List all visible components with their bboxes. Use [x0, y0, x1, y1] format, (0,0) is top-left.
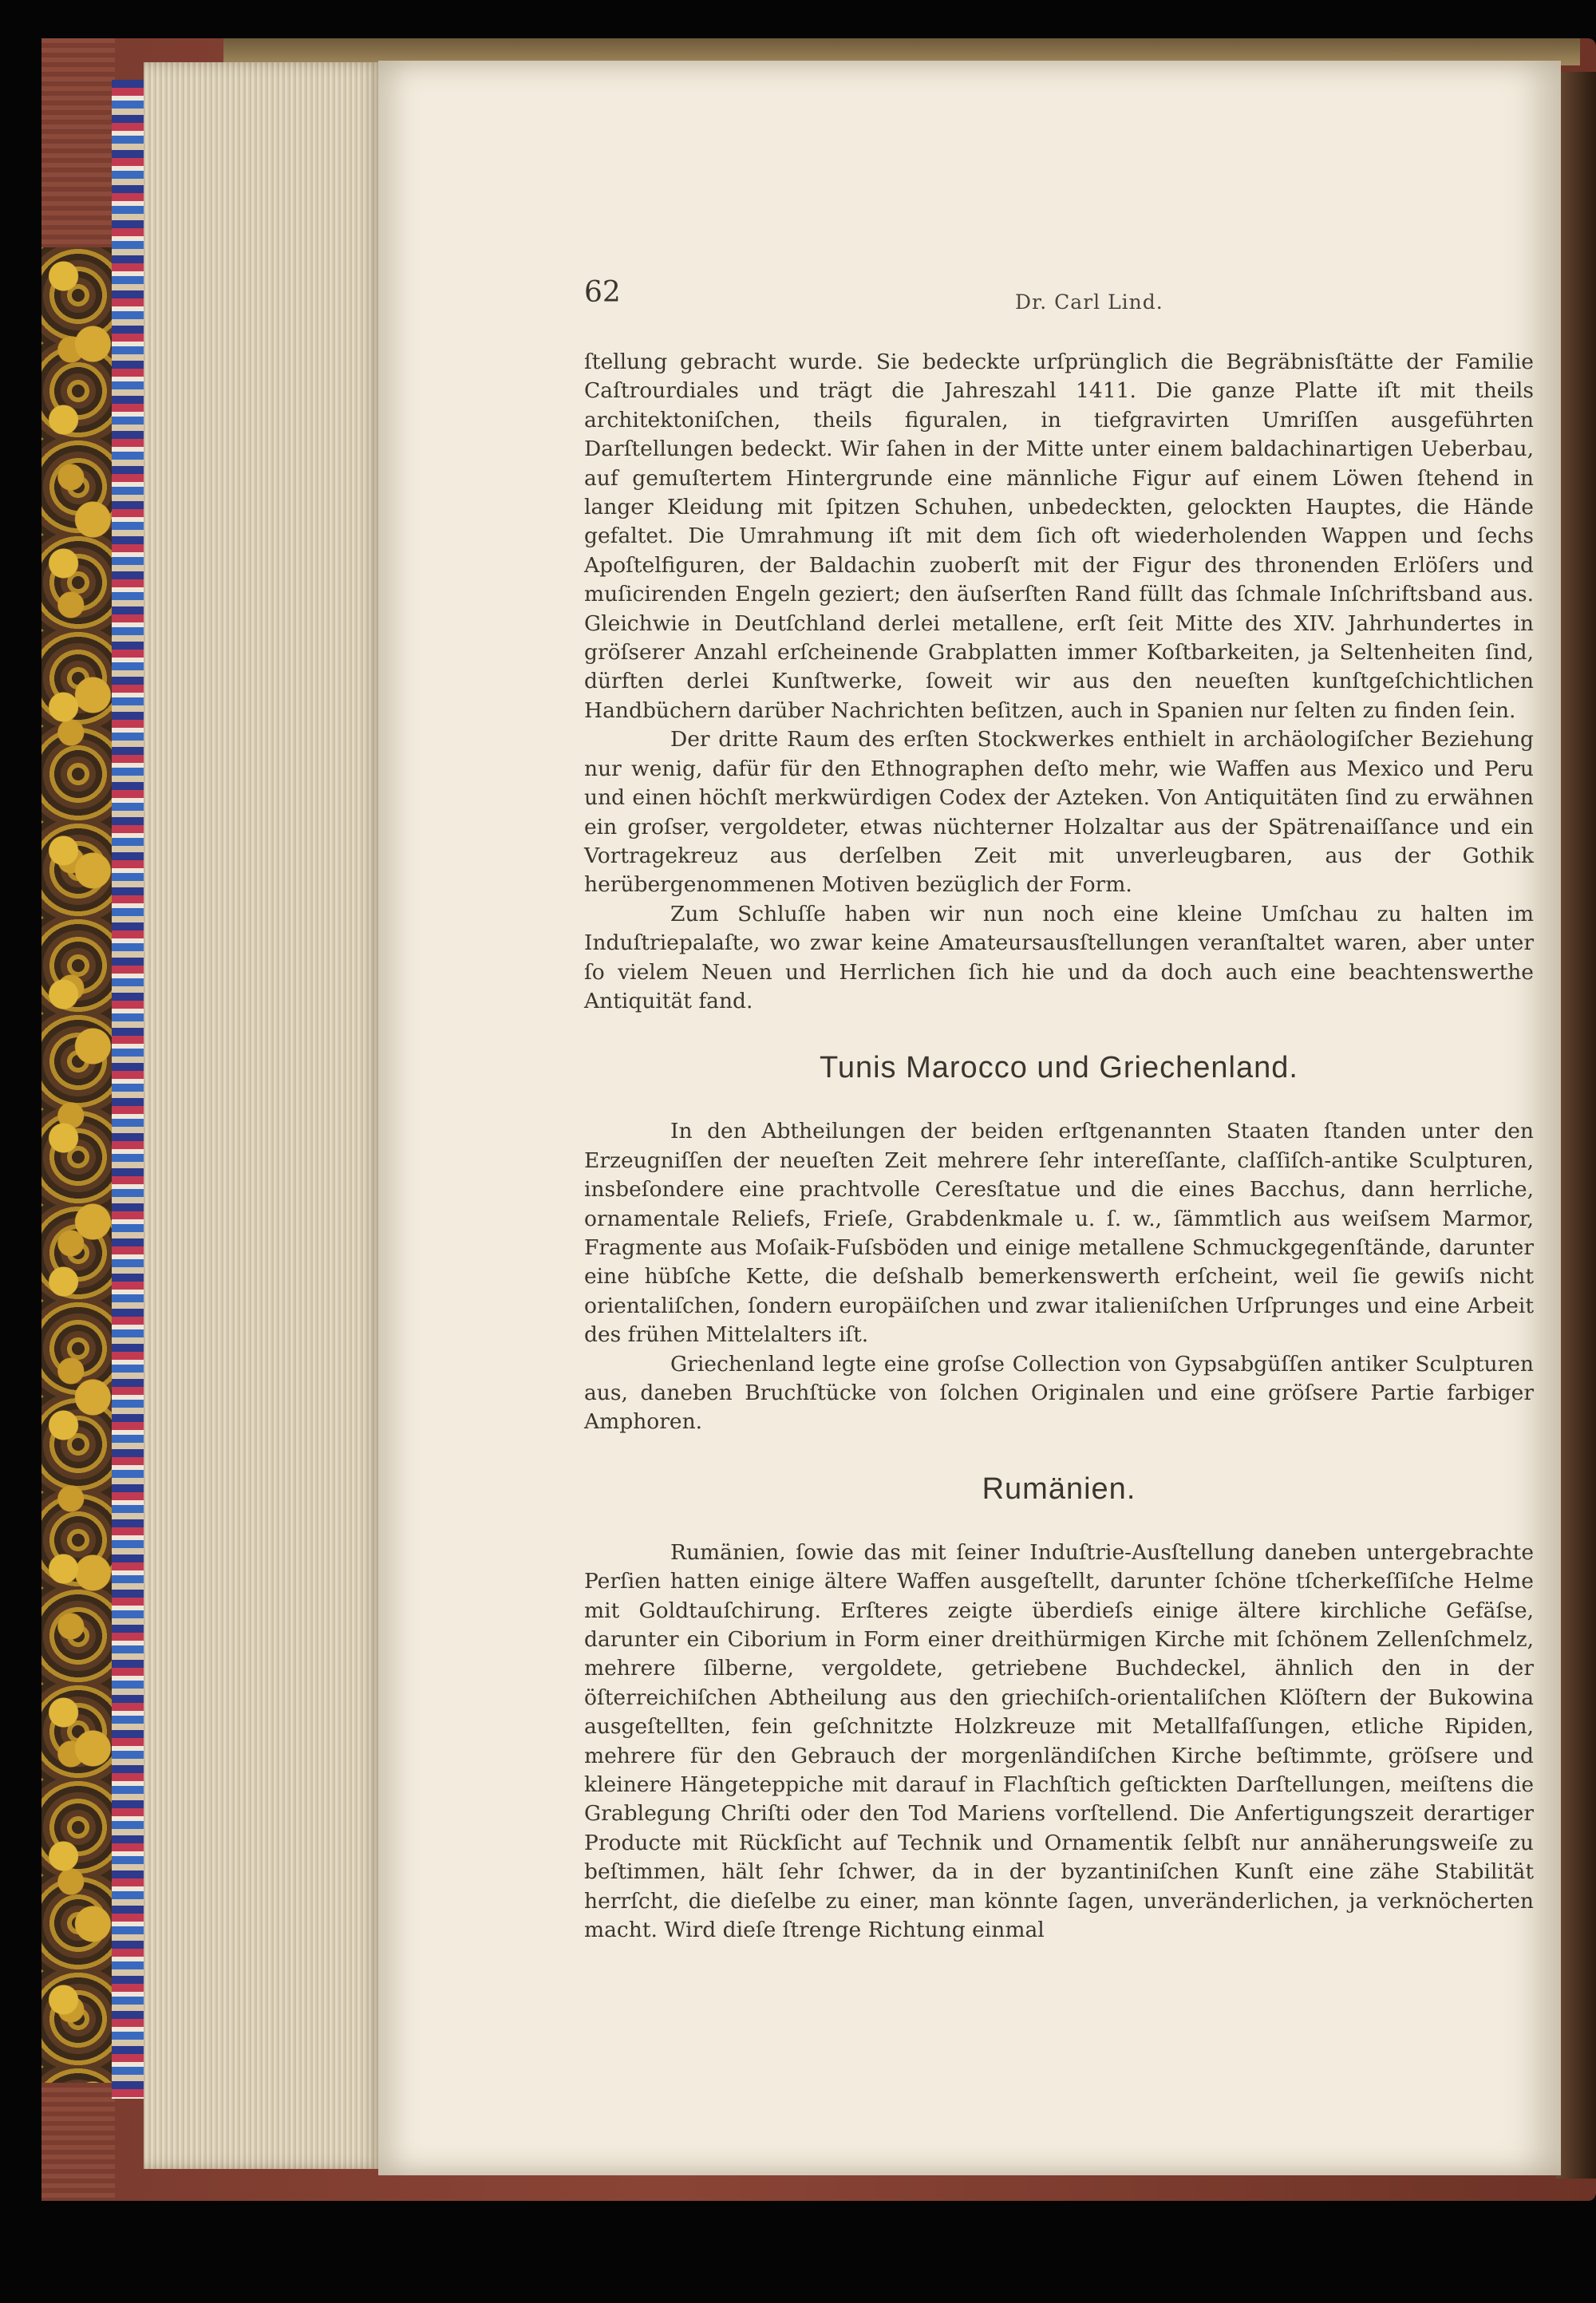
page-body: [584, 348, 1534, 1946]
running-head: Dr. Carl Lind.: [1015, 290, 1163, 314]
book-gutter: [1556, 72, 1596, 2179]
section-title: Rumänien.: [982, 1471, 1136, 1506]
paragraph: Griechenland legte eine groſse Collection von Gypsabgüſſen antiker Sculpturen aus, daneben Bruchſtücke von ſolchen Originalen und eine gröſsere Partie farbiger Amphoren.: [584, 1351, 1534, 1435]
page-number: 62: [584, 276, 621, 309]
marbled-page-edge: [112, 80, 145, 2099]
marbled-endpaper: [41, 247, 115, 2083]
paragraph: In den Abtheilungen der beiden erſtgenannten Staaten ſtanden unter den Erzeugniſſen der neueſten Zeit mehrere ſehr intereſſante, claſſiſch-antike Sculpturen, insbeſondere eine prachtvolle Ceresſtatue und die eines Bacchus, dann herrliche, ornamentale Reliefs, Frieſe, Grabdenkmale u. ſ. w., ſämmtlich aus weiſsem Marmor, Fragmente aus Moſaik-Fuſsböden und einige metallene Schmuckgegenſtände, darunter eine hübſche Kette, die deſshalb bemerkenswerth erſcheint, weil ſie gewiſs nicht orientaliſchen, ſondern europäiſchen und zwar italieniſchen Urſprunges und eine Arbeit des frühen Mittelalters iſt.: [584, 1119, 1534, 1348]
paragraph: ſtellung gebracht wurde. Sie bedeckte urſprünglich die Begräbnisſtätte der Familie Caſtrourdiales und trägt die Jahreszahl 1411. Die ganze Platte iſt mit theils architektoniſchen, theils figuralen, in tiefgravirten Umriſſen ausgeführten Darſtellungen bedeckt. Wir ſahen in der Mitte unter einem baldachinartigen Ueberbau, auf gemuſtertem Hintergrunde eine männliche Figur auf einem Löwen ſtehend in langer Kleidung mit ſpitzen Schuhen, unbedeckten, gelockten Hauptes, die Hände gefaltet. Die Umrahmung iſt mit dem ſich oft wiederholenden Wappen und ſechs Apoſtelfiguren, der Baldachin zuoberſt mit der Figur des thronenden Erlöſers und muſicirenden Engeln geziert; den äuſserſten Rand füllt das ſchmale Inſchriftsband aus. Gleichwie in Deutſchland derlei metallene, erſt ſeit Mitte des XIV. Jahrhundertes in gröſserer Anzahl erſcheinende Grabplatten immer Koſtbarkeiten, ja Seltenheiten ſind, dürften derlei Kunſtwerke, ſoweit wir aus den neueſten kunſtgeſchichtlichen Handbüchern darüber Nachrichten beſitzen, auch in Spanien nur ſelten zu finden ſein.: [584, 350, 1534, 723]
page-stack: [144, 62, 383, 2169]
page-header: [584, 276, 1534, 324]
paragraph: Rumänien, ſowie das mit ſeiner Induſtrie-Ausſtellung daneben untergebrachte Perſien hatten einige ältere Waffen ausgeſtellt, darunter ſchöne tſcherkeſſiſche Helme mit Goldtauſchirung. Erſteres zeigte überdieſs einige ältere kirchliche Gefäſse, darunter ein Ciborium in Form einer dreithürmigen Kirche mit ſchönem Zellenſchmelz, mehrere ſilberne, vergoldete, getriebene Buchdeckel, ähnlich den in der öſterreichiſchen Abtheilung aus den griechiſch-orientaliſchen Klöſtern der Bukowina ausgeſtellten, fein geſchnitzte Holzkreuze mit Metallfaſſungen, etliche Ripiden, mehrere für den Gebrauch der morgenländiſchen Kirche beſtimmte, gröſsere und kleinere Hängeteppiche mit darauf in Flachſtich geſtickten Darſtellungen, meiſtens die Grablegung Chriſti oder den Tod Mariens vorſtellend. Die Anfertigungszeit derartiger Producte mit Rückſicht auf Technik und Ornamentik ſelbſt nur annäherungsweiſe zu beſtimmen, hält ſehr ſchwer, da in der byzantiniſchen Kunſt eine zähe Stabilität herrſcht, die dieſelbe zu einer, man könnte ſagen, unveränderlichen, ja verknöcherten macht. Wird dieſe ſtrenge Richtung einmal: [584, 1539, 1534, 1943]
paragraph: Der dritte Raum des erſten Stockwerkes enthielt in archäologiſcher Beziehung nur wenig, dafür für den Ethnographen deſto mehr, wie Waffen aus Mexico und Peru und einen höchſt merkwürdigen Codex der Azteken. Von Antiquitäten ſind zu erwähnen ein groſser, vergoldeter, etwas nüchterner Holzaltar aus der Spätrenaiſſance und ein Vortragekreuz aus derſelben Zeit mit unverleugbaren, aus der Gothik herübergenommenen Motiven bezüglich der Form.: [584, 727, 1534, 898]
section-title: Tunis Marocco und Griechenland.: [820, 1051, 1298, 1085]
paragraph: Zum Schluſſe haben wir nun noch eine kleine Umſchau zu halten im Induſtriepalaſte, wo zwar keine Amateursausſtellungen veranſtaltet waren, aber unter ſo vielem Neuen und Herrlichen ſich hie und da doch auch eine beachtenswerthe Antiquität fand.: [584, 901, 1534, 1013]
